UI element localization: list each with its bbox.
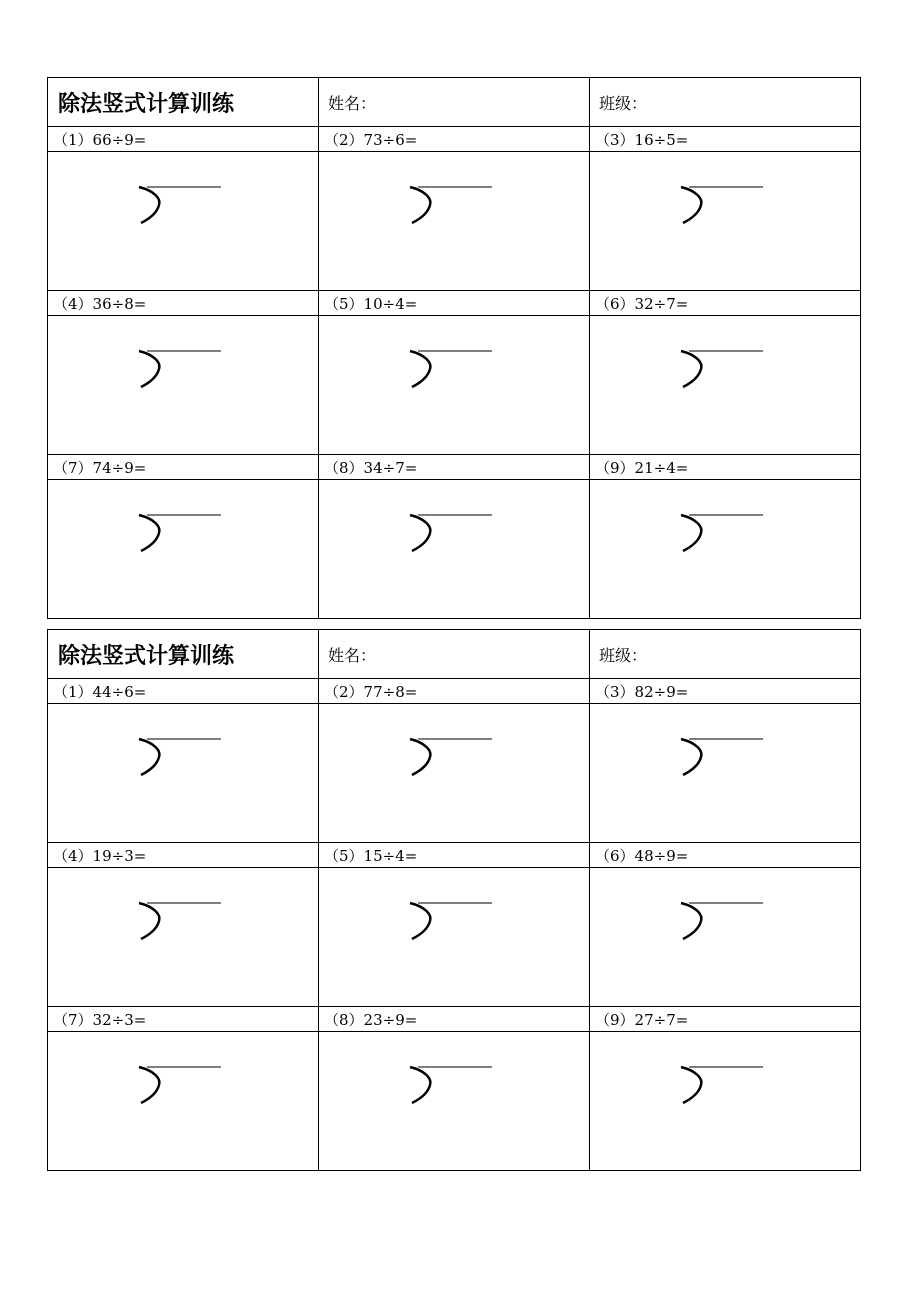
problem-label: （6）48÷9= <box>590 843 861 868</box>
division-bracket-icon <box>404 1061 494 1105</box>
work-area[interactable] <box>48 480 319 619</box>
division-bracket-icon <box>133 509 223 553</box>
work-area[interactable] <box>590 704 861 843</box>
problem-label: （1）44÷6= <box>48 679 319 704</box>
work-row <box>48 704 861 843</box>
problem-label: （7）32÷3= <box>48 1007 319 1032</box>
problem-label: （7）74÷9= <box>48 455 319 480</box>
work-area[interactable] <box>48 704 319 843</box>
problem-label: （9）21÷4= <box>590 455 861 480</box>
name-field[interactable]: 姓名： <box>319 630 590 679</box>
division-bracket-icon <box>675 509 765 553</box>
division-bracket-icon <box>675 181 765 225</box>
division-bracket-icon <box>404 733 494 777</box>
work-area[interactable] <box>319 480 590 619</box>
work-area[interactable] <box>590 152 861 291</box>
work-area[interactable] <box>590 316 861 455</box>
problem-label: （9）27÷7= <box>590 1007 861 1032</box>
problem-row <box>48 679 861 704</box>
class-field[interactable]: 班级： <box>590 630 861 679</box>
problem-row <box>48 1007 861 1032</box>
division-bracket-icon <box>404 897 494 941</box>
division-bracket-icon <box>675 733 765 777</box>
work-row <box>48 316 861 455</box>
problem-label: （8）34÷7= <box>319 455 590 480</box>
problem-label: （5）15÷4= <box>319 843 590 868</box>
problem-label: （2）77÷8= <box>319 679 590 704</box>
problem-label: （4）19÷3= <box>48 843 319 868</box>
work-area[interactable] <box>319 316 590 455</box>
worksheet-header <box>48 78 861 127</box>
work-row <box>48 480 861 619</box>
division-bracket-icon <box>404 181 494 225</box>
problem-row <box>48 291 861 316</box>
worksheet-2 <box>47 629 861 1171</box>
division-bracket-icon <box>675 897 765 941</box>
work-area[interactable] <box>48 316 319 455</box>
work-area[interactable] <box>590 868 861 1007</box>
problem-row <box>48 455 861 480</box>
division-bracket-icon <box>675 345 765 389</box>
work-row <box>48 152 861 291</box>
work-row <box>48 868 861 1007</box>
work-area[interactable] <box>319 704 590 843</box>
worksheet-title: 除法竖式计算训练 <box>48 630 319 679</box>
problem-label: （5）10÷4= <box>319 291 590 316</box>
division-bracket-icon <box>133 733 223 777</box>
problem-label: （2）73÷6= <box>319 127 590 152</box>
problem-label: （4）36÷8= <box>48 291 319 316</box>
work-area[interactable] <box>590 1032 861 1171</box>
division-bracket-icon <box>404 345 494 389</box>
problem-row <box>48 127 861 152</box>
work-area[interactable] <box>590 480 861 619</box>
problem-label: （8）23÷9= <box>319 1007 590 1032</box>
work-row <box>48 1032 861 1171</box>
problem-label: （3）16÷5= <box>590 127 861 152</box>
work-area[interactable] <box>319 152 590 291</box>
division-bracket-icon <box>133 345 223 389</box>
problem-row <box>48 843 861 868</box>
worksheet-title: 除法竖式计算训练 <box>48 78 319 127</box>
work-area[interactable] <box>319 1032 590 1171</box>
work-area[interactable] <box>48 868 319 1007</box>
problem-label: （1）66÷9= <box>48 127 319 152</box>
division-bracket-icon <box>404 509 494 553</box>
division-bracket-icon <box>675 1061 765 1105</box>
class-field[interactable]: 班级： <box>590 78 861 127</box>
division-bracket-icon <box>133 1061 223 1105</box>
worksheet-1 <box>47 77 861 619</box>
problem-label: （3）82÷9= <box>590 679 861 704</box>
work-area[interactable] <box>319 868 590 1007</box>
problem-label: （6）32÷7= <box>590 291 861 316</box>
division-bracket-icon <box>133 181 223 225</box>
work-area[interactable] <box>48 1032 319 1171</box>
division-bracket-icon <box>133 897 223 941</box>
name-field[interactable]: 姓名： <box>319 78 590 127</box>
work-area[interactable] <box>48 152 319 291</box>
worksheet-header <box>48 630 861 679</box>
